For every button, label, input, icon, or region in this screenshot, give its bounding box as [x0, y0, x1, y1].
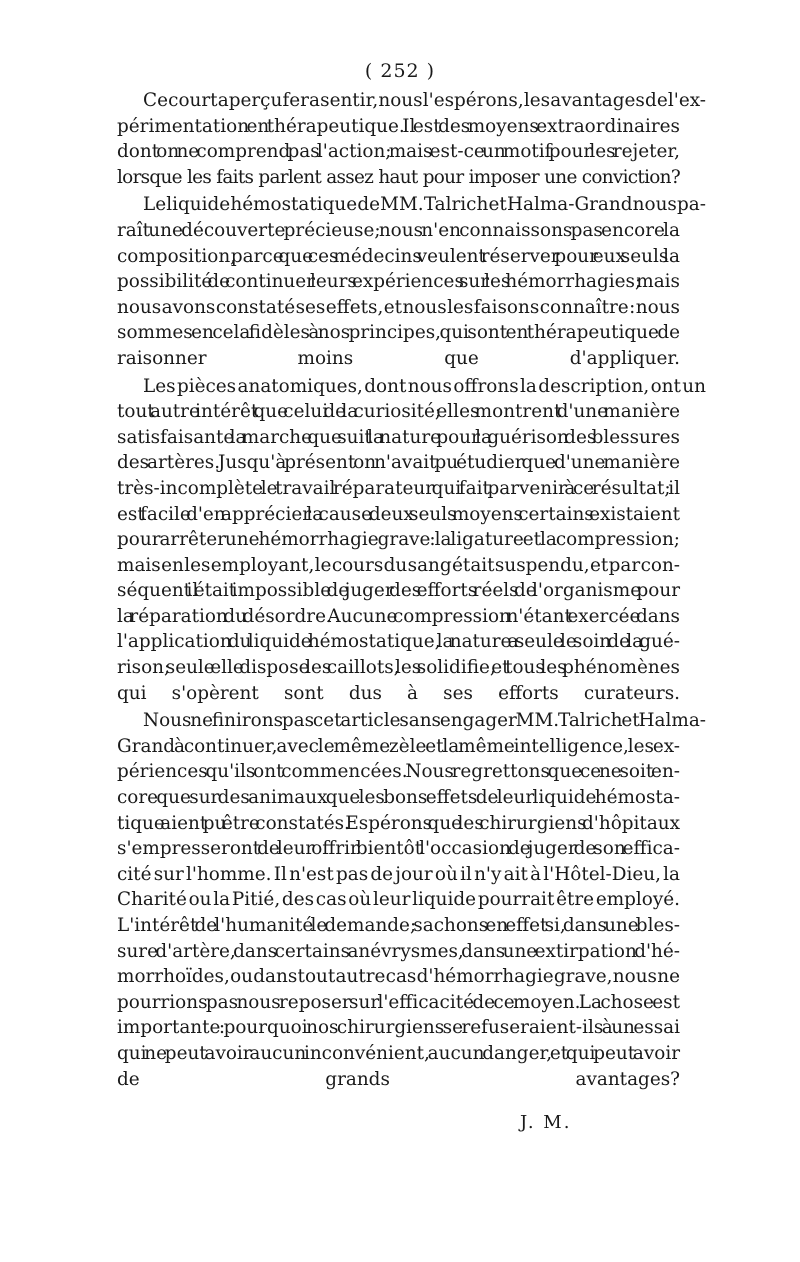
text-line: lorsque les faits parlent assez haut pour imposer une conviction? [117, 166, 680, 188]
text-line: Les pièces anatomiques, dont nous offrons la description, ont un [143, 375, 706, 397]
text-line: core que sur des animaux que les bons effets de leur liquide hémosta- [117, 787, 680, 809]
text-line: l'application du liquide hémostatique, la nature a seule le soin de la gué- [117, 631, 680, 653]
text-line: la réparation du désordre. Aucune compression n'étant exercée dans [117, 605, 680, 627]
text-line: dont on ne comprend pas l'action; mais est-ce un motif pour les rejeter, [117, 141, 680, 163]
text-line: Le liquide hémostatique de MM. Talrich et Halma-Grand nous pa- [143, 194, 706, 216]
page-number: ( 252 ) [364, 60, 436, 82]
text-line: rison; seule elle dispose les caillots, les solidifie, et tous les phénomènes [117, 657, 680, 679]
text-line: mais en les employant, le cours du sang était suspendu, et par con- [117, 554, 680, 576]
text-line: morrhoïdes, ou dans tout autre cas d'hémorrhagie grave, nous ne [117, 966, 680, 988]
paragraph [117, 374, 706, 707]
text-line: cité sur l'homme. Il n'est pas de jour où il n'y ait à l'Hôtel-Dieu, la [117, 863, 680, 885]
text-line: raît une découverte précieuse; nous n'en connaissons pas encore la [117, 219, 680, 241]
text-line: périmentation en thérapeutique. Il est des moyens extraordinaires [117, 115, 680, 137]
text-line: Grand à continuer, avec le même zèle et la même intelligence, les ex- [117, 735, 680, 757]
text-line: de grands avantages? [117, 1068, 680, 1090]
text-line: sure d'artère, dans certains anévrysmes, dans une extirpation d'hé- [117, 940, 680, 962]
text-line: sommes en cela fidèles à nos principes, qui sont en thérapeutique de [117, 322, 680, 344]
text-line: tique aient pu être constatés. Espérons que les chirurgiens d'hôpitaux [117, 812, 680, 834]
text-line: pourrions pas nous reposer sur l'efficacité de ce moyen. La chose est [117, 991, 680, 1013]
text-line: qui s'opèrent sont dus à ses efforts curateurs. [117, 682, 680, 704]
text-line: nous avons constaté ses effets, et nous les faisons connaître : nous [117, 296, 680, 318]
text-line: Nous ne finirons pas cet article sans engager MM. Talrich et Halma- [143, 710, 706, 732]
paragraph [117, 192, 706, 371]
text-line: séquent il était impossible de juger des efforts réels de l'organisme pour [117, 580, 680, 602]
author-signature: J. M. [520, 1112, 572, 1133]
text-line: pour arrêter une hémorrhagie grave : la ligature et la compression; [117, 529, 680, 551]
text-line: satisfaisante la marche que suit la nature pour la guérison des blessures [117, 426, 680, 448]
paragraph [117, 88, 706, 190]
text-line: possibilité de continuer leurs expériences sur les hémorrhagies; mais [117, 271, 680, 293]
text-line: Ce court aperçu fera sentir, nous l'espérons, les avantages de l'ex- [143, 90, 706, 111]
text-line: raisonner moins que d'appliquer. [117, 347, 680, 369]
text-line: importante : pourquoi nos chirurgiens se refuseraient-ils à un essai [117, 1017, 680, 1039]
paragraph [117, 708, 706, 1092]
text-line: tout autre intérêt que celui de la curiosité; elles montrent d'une manière [117, 401, 680, 423]
text-line: est facile d'en apprécier la cause : deux seuls moyens certains existaient [117, 503, 680, 525]
text-line: qui ne peut avoir aucun inconvénient, aucun danger, et qui peut avoir [117, 1042, 680, 1064]
text-line: Charité ou la Pitié, des cas où leur liquide pourrait être employé. [117, 889, 680, 911]
body-text [117, 88, 706, 1092]
text-line: L'intérêt de l'humanité le demande; sachons en effet si, dans une bles- [117, 915, 680, 936]
text-line: composition, parce que ces médecins veulent réserver pour eux seuls la [117, 245, 680, 267]
text-line: périences qu'ils ont commencées. Nous regrettons que ce ne soit en- [117, 761, 680, 783]
text-line: s'empresseront de leur offrir bientôt l'occasion de juger de son effica- [117, 838, 680, 860]
text-line: des artères. Jusqu'à présent on n'avait pu étudier que d'une manière [117, 452, 680, 474]
text-line: très-incomplète le travail réparateur qui fait parvenir à ce résultat; il [117, 477, 680, 499]
